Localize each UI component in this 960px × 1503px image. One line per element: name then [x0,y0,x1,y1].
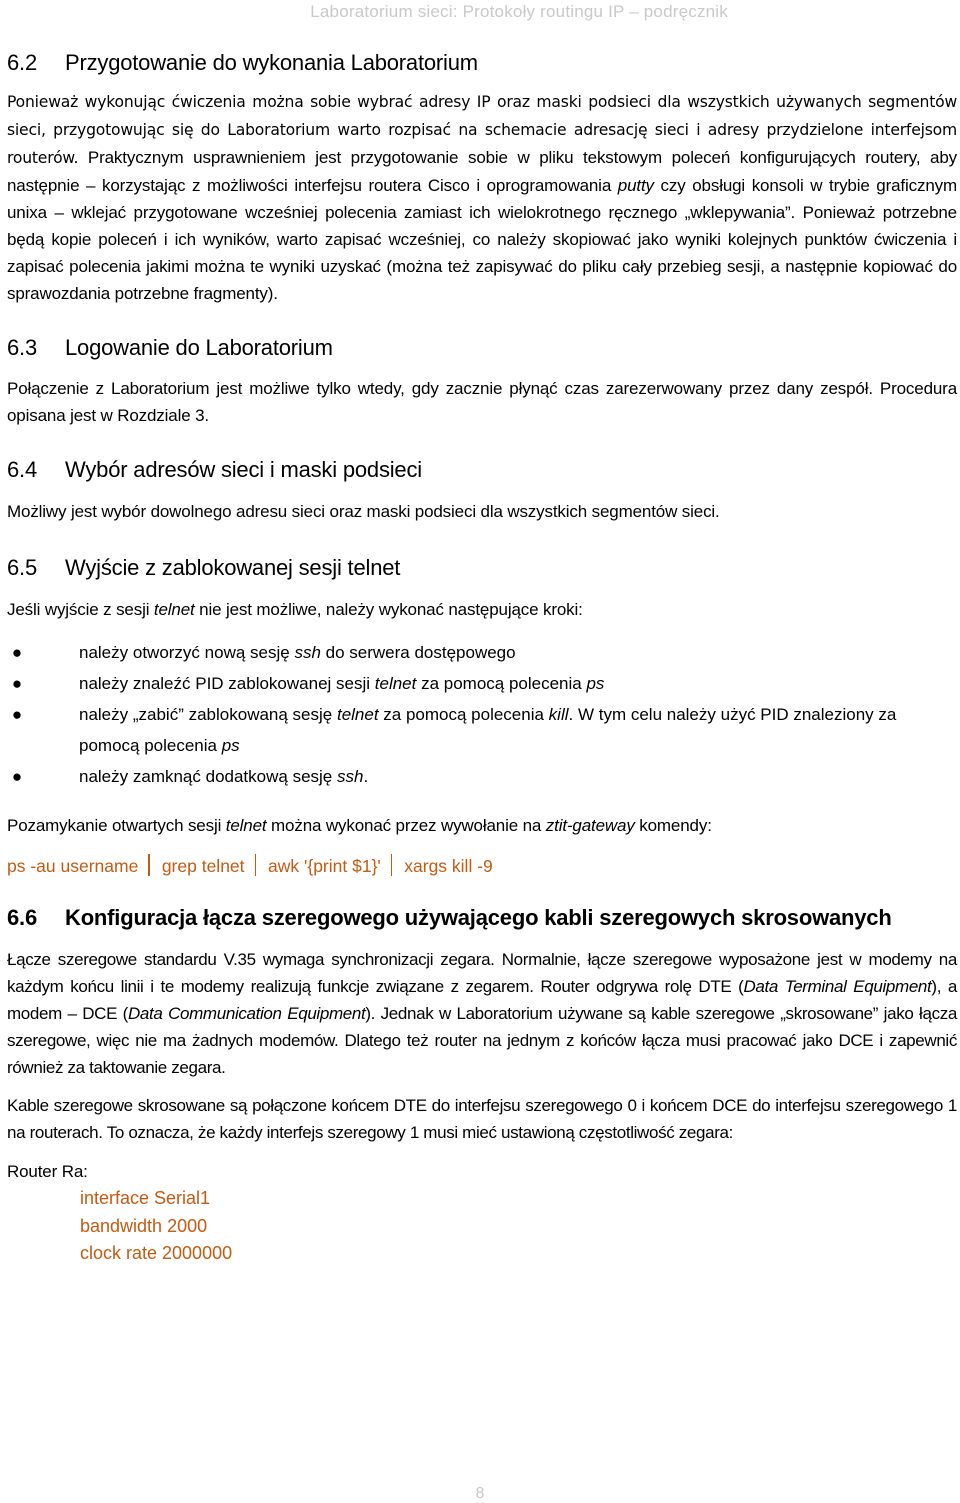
gateway-term: ztit-gateway [545,816,635,835]
text-run: należy otworzyć nową sesję [79,643,295,662]
text-run: . W tym celu należy użyć PID znaleziony za pomocą polecenia [79,705,897,755]
text-run: Pozamykanie otwartych sesji [7,816,226,835]
text-run: za pomocą polecenia [378,705,549,724]
ps-term: ps [586,674,605,693]
paragraph-closing-sessions [7,812,957,839]
text-run: . [363,767,369,786]
putty-term: putty [617,176,654,195]
section-title: Przygotowanie do wykonania Laboratorium [65,50,478,75]
command-segment: ps -au username [7,856,139,876]
text-run: można wykonać przez wywołanie na [266,816,546,835]
section-title: Konfiguracja łącza szeregowego używającego kabli szeregowych skrosowanych [65,905,892,930]
section-number: 6.6 [7,905,37,930]
ps-term: ps [221,736,240,755]
text-run: należy zamknąć dodatkową sesję [79,767,337,786]
text-run: należy znaleźć PID zablokowanej sesji [79,674,375,693]
pipe-separator [148,854,150,876]
text-run: komendy: [634,816,712,835]
page-number: 8 [475,1485,485,1502]
command-segment: awk '{print $1}' [268,856,381,876]
bullet-icon: ● [11,643,23,662]
telnet-term: telnet [374,674,417,693]
text-run: czy obsługi konsoli w trybie graficznym unixa – wklejać przygotowane wcześniej polecenia zamiast ich wielokrotnego ręcznego „wklepywania”. Ponieważ potrzebne będą kopie poleceń i ich wyników, warto zapisać wcześniej, co należy skopiować jako wyniki kolejnych punktów ćwiczenia i zapisać polecenia jakimi można te wyniki uzyskać (można też zapisywać do pliku cały przebieg sesji, a następnie kopiować do sprawozdania potrzebne fragmenty). [7,176,957,303]
text-run: ). Jednak w Laboratorium używane są kable szeregowe „skrosowane” jako łącza szeregowe, więc nie ma żadnych modemów. Dlatego też router na jednym z końców łącza musi pracować jako DCE i zapewnić również za taktowanie zegara. [7,1004,957,1077]
pipe-separator [391,854,393,876]
router-config-block [7,1185,957,1268]
text-run: Ponieważ wykonując ćwiczenia można sobie wybrać adresy IP oraz maski podsieci dla wszystkich używanych segmentów sieci, przygotowując się do Laboratorium warto rozpisać na schemacie adresację sieci i adresy przydzielone interfejsom routerów. [7,93,957,167]
running-header: Laboratorium sieci: Protokoły routingu IP – podręcznik [310,2,728,21]
section-number: 6.2 [7,50,37,75]
paragraph-preparation [7,88,957,307]
config-line: interface Serial1 [80,1188,211,1208]
section-heading-6-6 [7,905,957,931]
text-run: ), a modem – DCE ( [7,977,957,1023]
ssh-term: ssh [294,643,321,662]
section-heading-6-4 [7,457,957,483]
text-run: Jeśli wyjście z sesji [7,600,154,619]
paragraph-crossed-cables: Kable szeregowe skrosowane są połączone końcem DTE do interfejsu szeregowego 0 i końcem DCE do interfejsu szeregowego 1 na routerach. To oznacza, że każdy interfejs szeregowy 1 musi mieć ustawioną częstotliwość zegara: [7,1096,957,1142]
config-line: bandwidth 2000 [80,1215,208,1236]
paragraph-telnet-intro [7,596,957,623]
ssh-term: ssh [336,767,364,786]
command-segment: xargs kill -9 [404,856,493,876]
router-label: Router Ra: [7,1162,88,1181]
list-item [7,668,957,699]
config-line: clock rate 2000000 [80,1243,233,1263]
section-heading-6-3 [7,335,957,361]
section-heading-6-5 [7,555,957,581]
bullet-icon: ● [11,674,23,693]
section-title: Wybór adresów sieci i maski podsieci [65,457,422,482]
document-body [7,50,957,1268]
steps-list [7,637,957,792]
text-run: nie jest możliwe, należy wykonać następujące kroki: [194,600,583,619]
list-item [7,637,957,668]
pipe-separator [255,854,257,876]
kill-command [7,853,957,879]
section-number: 6.3 [7,335,37,360]
command-segment: grep telnet [161,856,245,876]
section-heading-6-2 [7,50,957,76]
list-item [7,699,957,761]
text-run: za pomocą polecenia [416,674,587,693]
text-run: Praktycznym usprawnieniem jest przygotowanie sobie w pliku tekstowym poleceń konfigurujących routery, aby następnie – korzystając z możliwości interfejsu routera Cisco i oprogramowania [7,148,957,195]
section-number: 6.5 [7,555,37,580]
kill-term: kill [548,705,569,724]
paragraph-login: Połączenie z Laboratorium jest możliwe tylko wtedy, gdy zacznie płynąć czas zarezerwowany przez dany zespół. Procedura opisana jest w Rozdziale 3. [7,379,957,425]
text-run: do serwera dostępowego [320,643,516,662]
telnet-term: telnet [336,705,379,724]
bullet-icon: ● [11,705,23,724]
bullet-icon: ● [11,767,23,786]
dce-term: Data Communication Equipment [127,1004,366,1023]
telnet-term: telnet [153,600,195,619]
text-run: Łącze szeregowe standardu V.35 wymaga synchronizacji zegara. Normalnie, łącze szeregowe wyposażone jest w modemy na każdym końcu linii i te modemy realizują funkcje związane z zegarem. Router odgrywa rolę DTE ( [7,950,957,996]
paragraph-address-choice: Możliwy jest wybór dowolnego adresu sieci oraz maski podsieci dla wszystkich segmentów sieci. [7,502,720,521]
section-title: Logowanie do Laboratorium [65,335,333,360]
text-run: należy „zabić” zablokowaną sesję [79,705,337,724]
section-number: 6.4 [7,457,37,482]
telnet-term: telnet [225,816,267,835]
dte-term: Data Terminal Equipment [743,977,932,996]
paragraph-serial-link [7,946,957,1081]
section-title: Wyjście z zablokowanej sesji telnet [65,555,401,580]
list-item [7,761,957,792]
